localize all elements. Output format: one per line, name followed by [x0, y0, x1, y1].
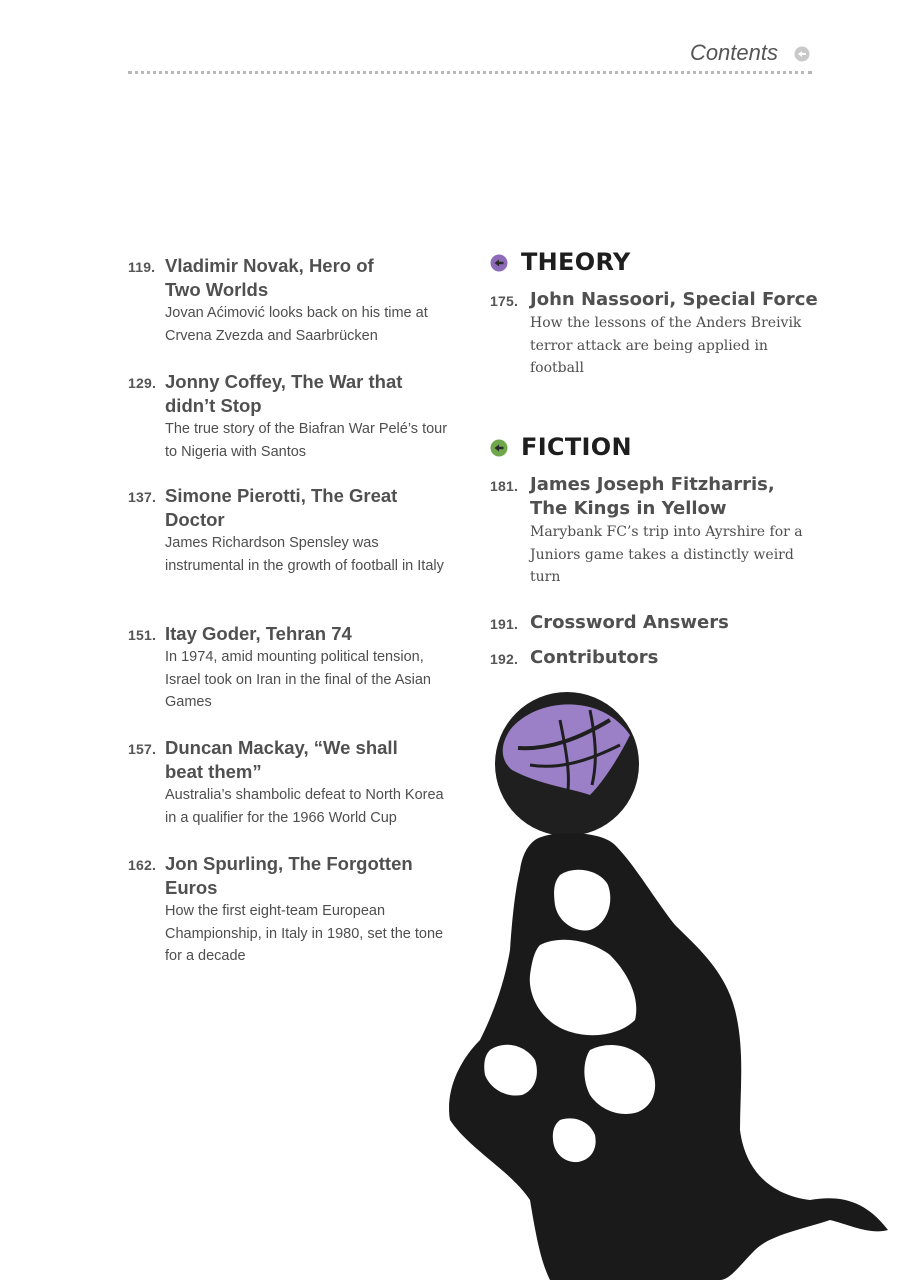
toc-title: Vladimir Novak, Hero of Two Worlds	[165, 255, 374, 300]
toc-entry[interactable]	[490, 646, 820, 672]
toc-description: Marybank FC’s trip into Ayrshire for a Juniors game takes a distinctly weird turn	[530, 524, 803, 585]
toc-title: James Joseph Fitzharris, The Kings in Yellow	[530, 474, 775, 519]
arrow-circle-icon	[490, 439, 508, 457]
section-label: FICTION	[521, 433, 632, 461]
football-icon	[495, 692, 639, 836]
toc-entry[interactable]	[128, 484, 458, 604]
toc-entry[interactable]	[490, 611, 820, 637]
toc-title: Jon Spurling, The Forgotten Euros	[165, 853, 413, 898]
arrow-circle-icon	[490, 254, 508, 272]
toc-description: Australia’s shambolic defeat to North Korea in a qualifier for the 1966 World Cup	[165, 787, 444, 826]
arrow-circle-icon	[794, 46, 810, 62]
toc-description: How the first eight-team European Championship, in Italy in 1980, set the tone for a decade	[165, 903, 444, 964]
page-title: Contents	[689, 40, 778, 65]
toc-entry[interactable]	[490, 288, 820, 384]
toc-page-number: 119.	[128, 259, 156, 275]
toc-page-number: 191.	[490, 616, 519, 632]
toc-title: Crossword Answers	[530, 612, 729, 633]
toc-entry[interactable]	[128, 736, 458, 832]
toc-title: Simone Pierotti, The Great Doctor	[165, 485, 398, 530]
toc-entry[interactable]	[490, 473, 820, 593]
cat-icon	[449, 833, 888, 1280]
toc-description: In 1974, amid mounting political tension, Israel took on Iran in the final of the Asian Games	[165, 649, 431, 710]
toc-title: John Nassoori, Special Force	[530, 289, 818, 310]
toc-description: James Richardson Spensley was instrumental in the growth of football in Italy	[165, 535, 444, 574]
toc-page-number: 192.	[490, 651, 519, 667]
toc-title: Jonny Coffey, The War that didn’t Stop	[165, 371, 403, 416]
toc-page-number: 151.	[128, 627, 157, 643]
toc-entry[interactable]	[128, 254, 458, 350]
page-header	[128, 38, 812, 74]
cat-with-ball-illustration	[440, 690, 900, 1280]
header-dotted-rule	[128, 71, 812, 74]
toc-entry[interactable]	[128, 370, 458, 466]
section-label: THEORY	[521, 248, 631, 276]
toc-entry[interactable]	[128, 622, 458, 718]
toc-page-number: 157.	[128, 741, 157, 757]
toc-title: Contributors	[530, 647, 659, 668]
toc-description: Jovan Aćimović looks back on his time at Crvena Zvezda and Saarbrücken	[165, 305, 428, 344]
toc-entry[interactable]	[128, 852, 458, 972]
toc-description: The true story of the Biafran War Pelé’s tour to Nigeria with Santos	[165, 421, 448, 460]
toc-title: Duncan Mackay, “We shall beat them”	[165, 737, 398, 782]
toc-page-number: 129.	[128, 375, 157, 391]
toc-description: How the lessons of the Anders Breivik terror attack are being applied in football	[530, 315, 802, 376]
toc-title: Itay Goder, Tehran 74	[165, 623, 352, 644]
toc-page-number: 137.	[128, 489, 157, 505]
toc-page-number: 162.	[128, 857, 157, 873]
toc-page-number: 175.	[490, 293, 519, 309]
toc-page-number: 181.	[490, 478, 519, 494]
